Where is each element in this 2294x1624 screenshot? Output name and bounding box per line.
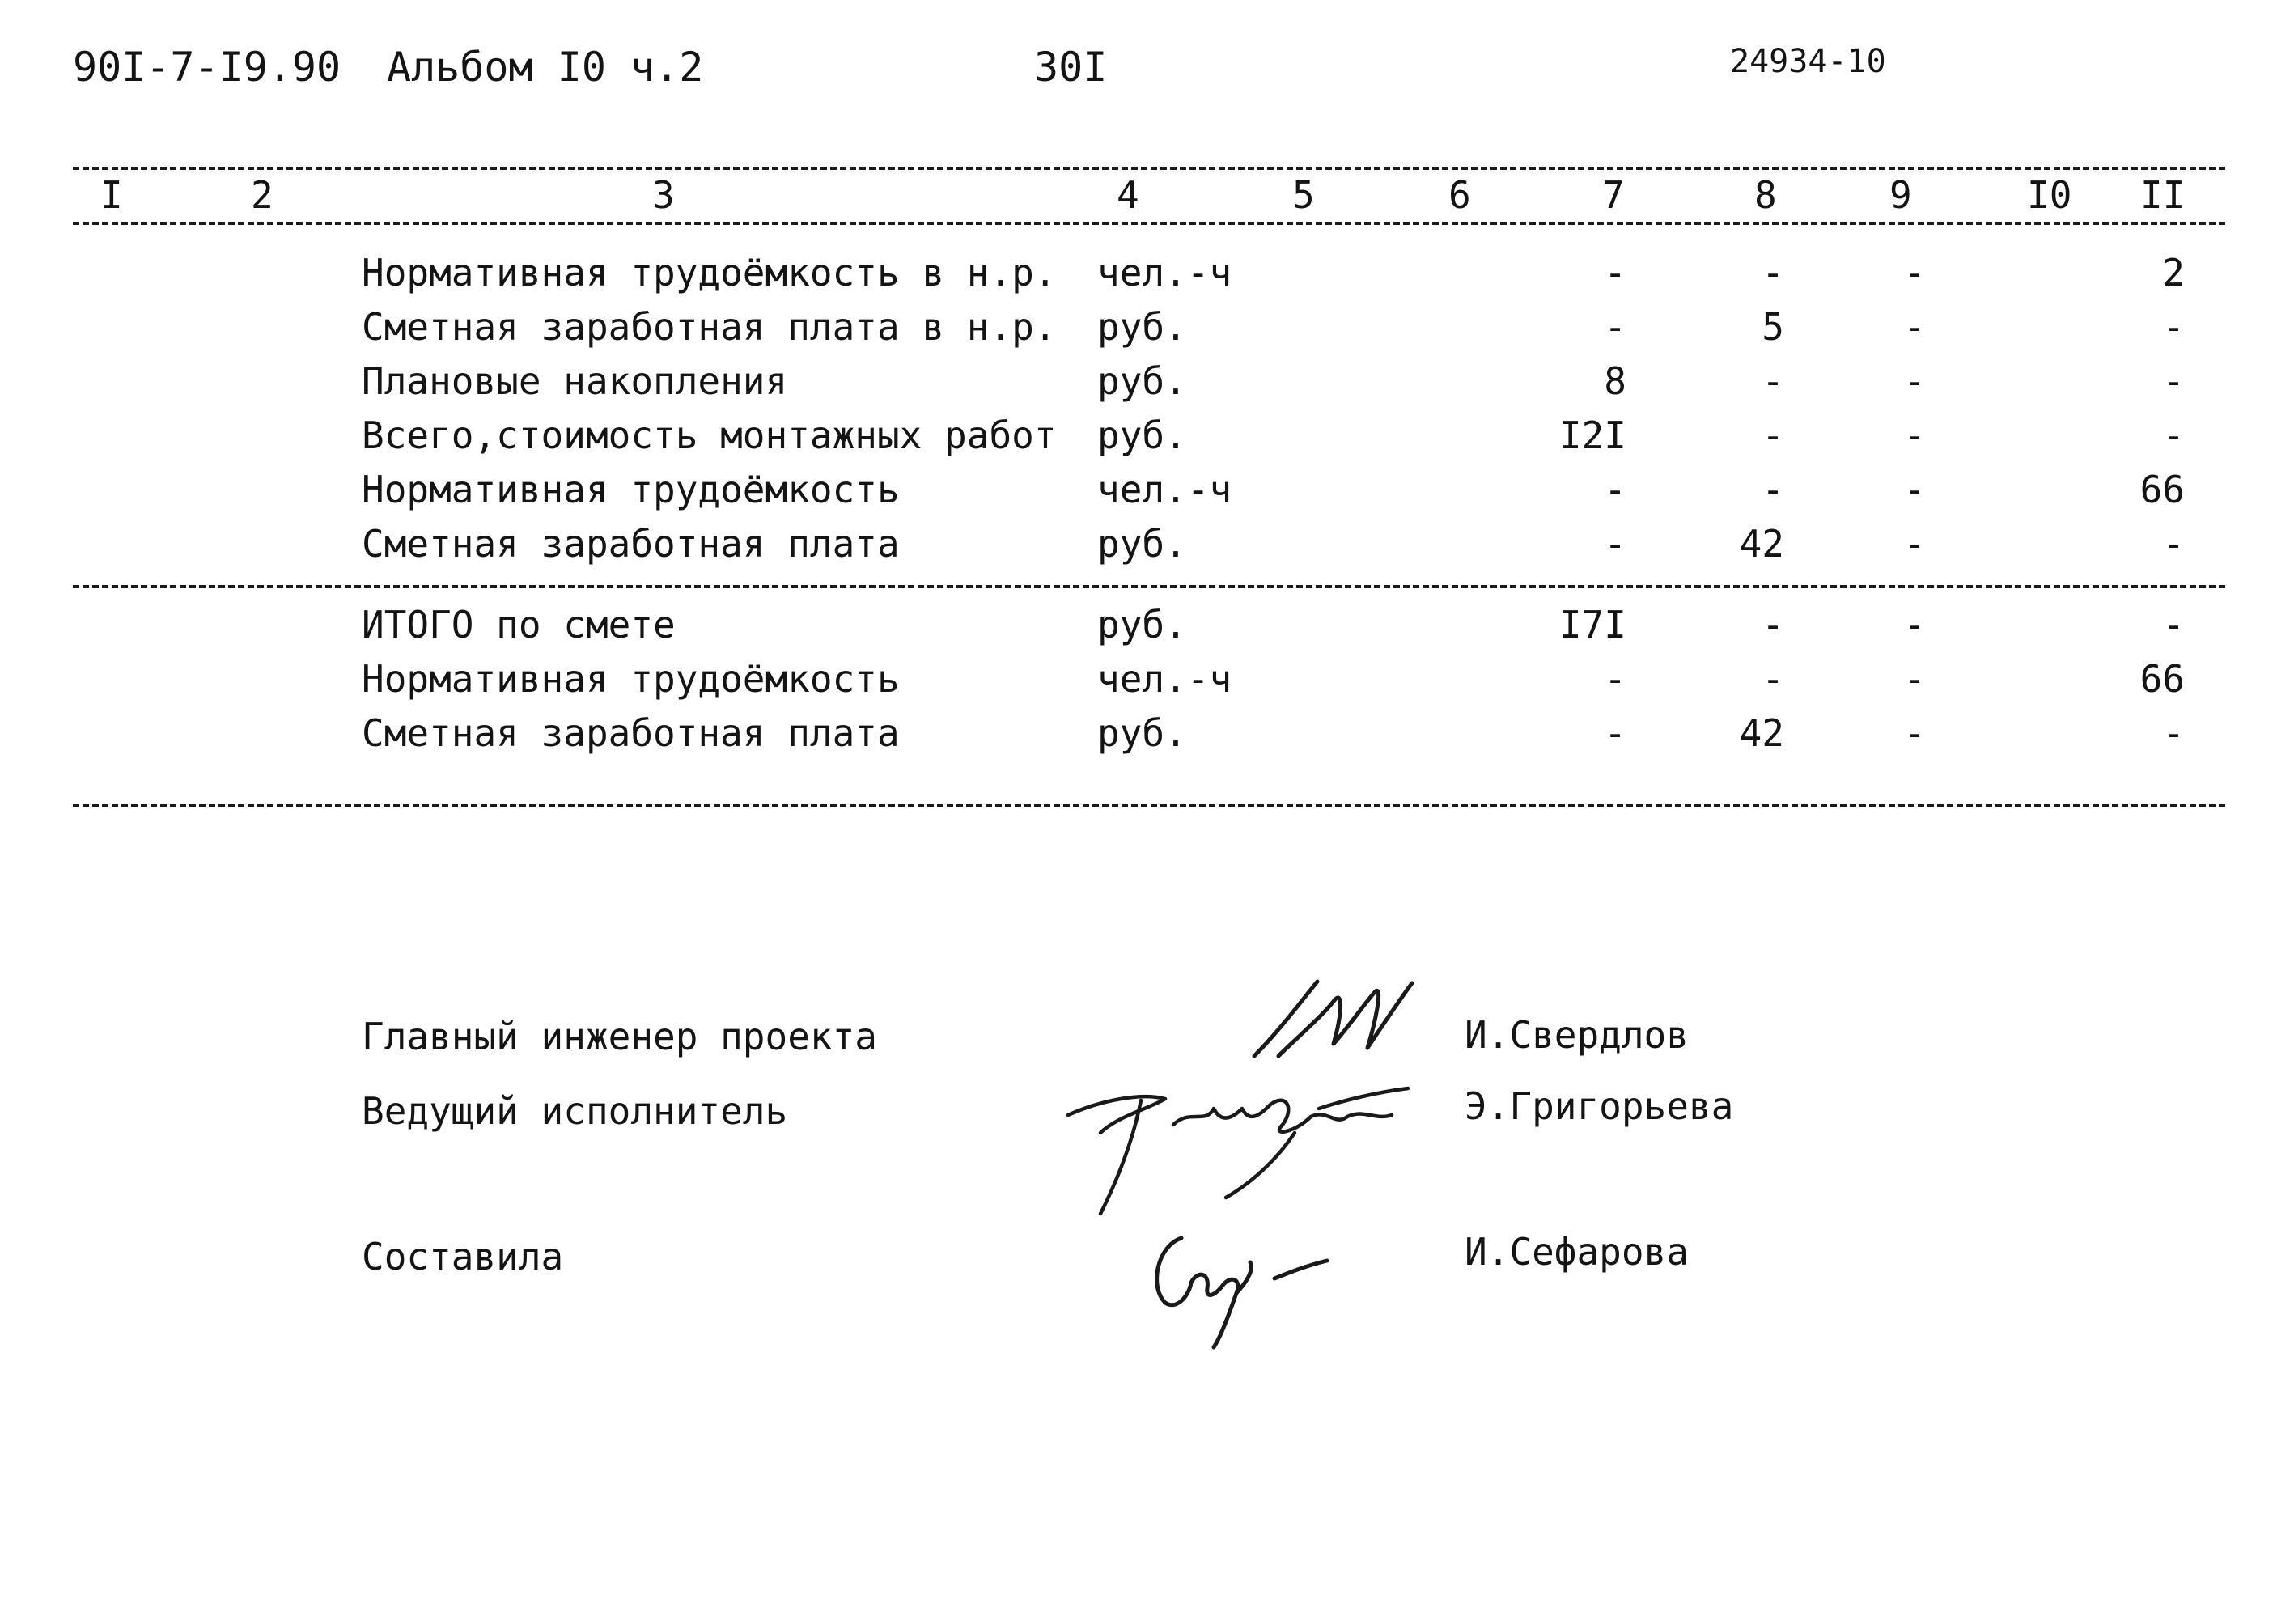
row-col7: - bbox=[1604, 251, 1626, 295]
row-col9: - bbox=[1903, 468, 1926, 511]
row-col9: - bbox=[1903, 359, 1926, 403]
row-label: Нормативная трудоёмкость bbox=[362, 657, 900, 701]
table-row bbox=[0, 413, 2294, 462]
column-number-3: 3 bbox=[652, 173, 675, 217]
column-number-11: II bbox=[2140, 173, 2186, 217]
row-label: Всего,стоимость монтажных работ bbox=[362, 413, 1057, 457]
table-row bbox=[0, 305, 2294, 354]
handwritten-signature-chief-engineer bbox=[1246, 967, 1424, 1072]
table-row bbox=[0, 468, 2294, 516]
row-col7: I7I bbox=[1558, 603, 1626, 647]
row-col8: 42 bbox=[1739, 711, 1784, 755]
column-number-9: 9 bbox=[1889, 173, 1912, 217]
row-col8: - bbox=[1762, 468, 1784, 511]
signatory-name: Э.Григорьева bbox=[1465, 1084, 1734, 1128]
row-unit: чел.-ч bbox=[1097, 251, 1232, 295]
row-col11: 66 bbox=[2139, 468, 2185, 511]
signature-role: Ведущий исполнитель bbox=[362, 1089, 788, 1133]
row-col9: - bbox=[1903, 603, 1926, 647]
table-row bbox=[0, 603, 2294, 651]
row-col7: - bbox=[1604, 305, 1626, 349]
table-row bbox=[0, 522, 2294, 570]
row-col11: - bbox=[2162, 305, 2185, 349]
row-col9: - bbox=[1903, 657, 1926, 701]
row-col7: I2I bbox=[1558, 413, 1626, 457]
total-separator-rule bbox=[73, 585, 2225, 588]
column-number-7: 7 bbox=[1602, 173, 1625, 217]
row-col8: - bbox=[1762, 603, 1784, 647]
row-col7: 8 bbox=[1604, 359, 1626, 403]
row-col11: - bbox=[2162, 413, 2185, 457]
row-label: Сметная заработная плата bbox=[362, 711, 900, 755]
row-col9: - bbox=[1903, 305, 1926, 349]
row-label: Нормативная трудоёмкость bbox=[362, 468, 900, 511]
row-unit: руб. bbox=[1097, 522, 1187, 566]
row-col9: - bbox=[1903, 522, 1926, 566]
row-col11: - bbox=[2162, 522, 2185, 566]
row-label: Сметная заработная плата в н.р. bbox=[362, 305, 1057, 349]
column-number-4: 4 bbox=[1117, 173, 1139, 217]
row-col7: - bbox=[1604, 468, 1626, 511]
document-code: 90I-7-I9.90 bbox=[73, 44, 341, 91]
row-unit: руб. bbox=[1097, 359, 1187, 403]
total-label: ИТОГО по смете bbox=[362, 603, 676, 647]
row-unit: руб. bbox=[1097, 603, 1187, 647]
inventory-stamp: 24934-10 bbox=[1730, 43, 1886, 80]
row-col11: 66 bbox=[2139, 657, 2185, 701]
handwritten-signature-lead-executor bbox=[1052, 1076, 1432, 1222]
row-unit: чел.-ч bbox=[1097, 657, 1232, 701]
row-col7: - bbox=[1604, 657, 1626, 701]
row-col11: 2 bbox=[2162, 251, 2185, 295]
table-header-rule bbox=[73, 222, 2225, 225]
table-top-rule bbox=[73, 167, 2225, 170]
row-col8: 5 bbox=[1762, 305, 1784, 349]
column-number-8: 8 bbox=[1754, 173, 1777, 217]
row-unit: чел.-ч bbox=[1097, 468, 1232, 511]
row-col8: - bbox=[1762, 657, 1784, 701]
row-col9: - bbox=[1903, 251, 1926, 295]
row-unit: руб. bbox=[1097, 413, 1187, 457]
table-bottom-rule bbox=[73, 804, 2225, 807]
row-unit: руб. bbox=[1097, 711, 1187, 755]
row-col7: - bbox=[1604, 711, 1626, 755]
row-label: Сметная заработная плата bbox=[362, 522, 900, 566]
column-number-6: 6 bbox=[1448, 173, 1471, 217]
signature-role: Главный инженер проекта bbox=[362, 1015, 877, 1058]
column-number-1: I bbox=[100, 173, 123, 217]
row-col8: - bbox=[1762, 413, 1784, 457]
signatory-name: И.Сефарова bbox=[1465, 1230, 1689, 1274]
album-label: Альбом I0 ч.2 bbox=[387, 44, 704, 91]
row-col8: 42 bbox=[1739, 522, 1784, 566]
row-col8: - bbox=[1762, 251, 1784, 295]
column-number-2: 2 bbox=[251, 173, 273, 217]
table-row bbox=[0, 711, 2294, 760]
row-col7: - bbox=[1604, 522, 1626, 566]
row-label: Нормативная трудоёмкость в н.р. bbox=[362, 251, 1057, 295]
row-col11: - bbox=[2162, 711, 2185, 755]
signature-role: Составила bbox=[362, 1235, 564, 1278]
row-col11: - bbox=[2162, 359, 2185, 403]
page-number: 30I bbox=[1034, 44, 1108, 91]
row-col9: - bbox=[1903, 413, 1926, 457]
table-row bbox=[0, 657, 2294, 706]
handwritten-signature-compiler bbox=[1133, 1214, 1343, 1351]
row-col8: - bbox=[1762, 359, 1784, 403]
row-col9: - bbox=[1903, 711, 1926, 755]
row-label: Плановые накопления bbox=[362, 359, 788, 403]
signatory-name: И.Свердлов bbox=[1465, 1013, 1689, 1057]
column-number-5: 5 bbox=[1292, 173, 1315, 217]
row-col11: - bbox=[2162, 603, 2185, 647]
column-number-10: I0 bbox=[2027, 173, 2072, 217]
table-row bbox=[0, 251, 2294, 299]
row-unit: руб. bbox=[1097, 305, 1187, 349]
table-row bbox=[0, 359, 2294, 408]
